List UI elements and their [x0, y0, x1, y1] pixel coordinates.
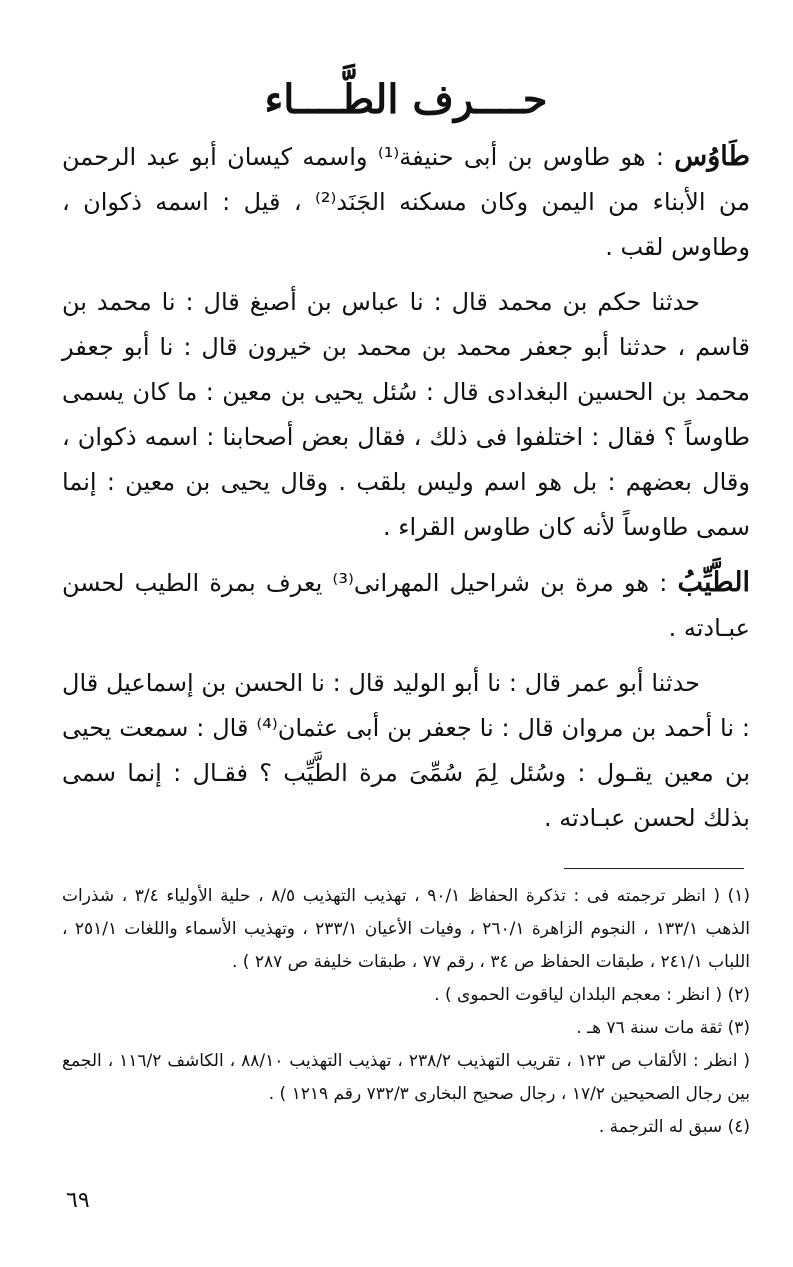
- head-word-tayyib: الطَّيِّبُ: [677, 567, 751, 598]
- chapter-title: حــــرف الطَّــــاء: [264, 76, 548, 123]
- footnote-divider: [564, 868, 744, 869]
- page-number: ٦٩: [66, 1188, 90, 1213]
- entry-tayyib-intro: [62, 560, 750, 651]
- footnote-3-sources: ( انظر : الألقاب ص ١٢٣ ، تقريب التهذيب ٢٣٨/٢ ، تهذيب التهذيب ٨٨/١٠ ، الكاشف ١١٦/٢ ، الجمع بين رجال الصحيحين ١٧/٢ ، رجال صحيح البخارى ٧٣٢/٣ رقم ١٢١٩ ) .: [62, 1051, 751, 1104]
- entry-tawus-narration: حدثنا حكم بن محمد قال : نا عباس بن أصبغ قال : نا محمد بن قاسم ، حدثنا أبو جعفر محمد بن محمد بن خيرون قال : نا أبو جعفر محمد بن الحسين البغدادى قال : سُئل يحيى بن معين : ما كان يسمى طاوساً ؟ فقال : اختلفوا فى ذلك ، فقال بعض أصحابنا : اسمه ذكوان ، وقال بعضهم : بل هو اسم وليس بلقب . وقال يحيى بن معين : إنما سمى طاوساً لأنه كان طاوس القراء .: [62, 288, 750, 541]
- footnote-3: (٣) ثقة مات سنة ٧٦ هـ .: [576, 1018, 750, 1038]
- entry-tawus-intro: [62, 134, 750, 270]
- footnote-2: (٢) ( انظر : معجم البلدان لياقوت الحموى ) .: [434, 985, 750, 1005]
- footnotes: [62, 880, 750, 1144]
- footnote-1: (١) ( انظر ترجمته فى : تذكرة الحفاظ ٩٠/١ ، تهذيب التهذيب ٨/٥ ، حلية الأولياء ٣/٤ ، شذرات الذهب ١٣٣/١ ، النجوم الزاهرة ٢٦٠/١ ، وفيات الأعيان ٢٣٣/١ ، وتهذيب الأسماء واللغات ٢٥١/١ ، اللباب ٢٤١/١ ، طبقات الحفاظ ص ٣٤ ، رقم ٧٧ ، طبقات خليفة ص ٢٨٧ ) .: [62, 886, 751, 972]
- footnote-4: (٤) سبق له الترجمة .: [598, 1117, 750, 1137]
- page-body: [62, 70, 750, 841]
- entry-tayyib-narration: حدثنا أبو عمر قال : نا أبو الوليد قال : نا الحسن بن إسماعيل قال : نا أحمد بن مروان قال : نا جعفر بن أبى عثمان⁽⁴⁾ قال : سمعت يحيى بن معين يقـول : وسُئل لِمَ سُمِّىَ مرة الطَّيِّب ؟ فقـال : إنما سمى بذلك لحسن عبـادته .: [62, 669, 751, 832]
- entry-tawus-intro-text: : هو طاوس بن أبى حنيفة⁽¹⁾ واسمه كيسان أبو عبد الرحمن من الأبناء من اليمن وكان مسكنه الجَنَد⁽²⁾ ، قيل : اسمه ذكوان ، وطاوس لقب .: [62, 143, 750, 261]
- head-word-tawus: طَاوُس: [674, 141, 750, 172]
- entry-tayyib-intro-text: : هو مرة بن شراحيل المهرانى⁽³⁾ يعرف بمرة الطيب لحسن عبـادته .: [62, 569, 750, 642]
